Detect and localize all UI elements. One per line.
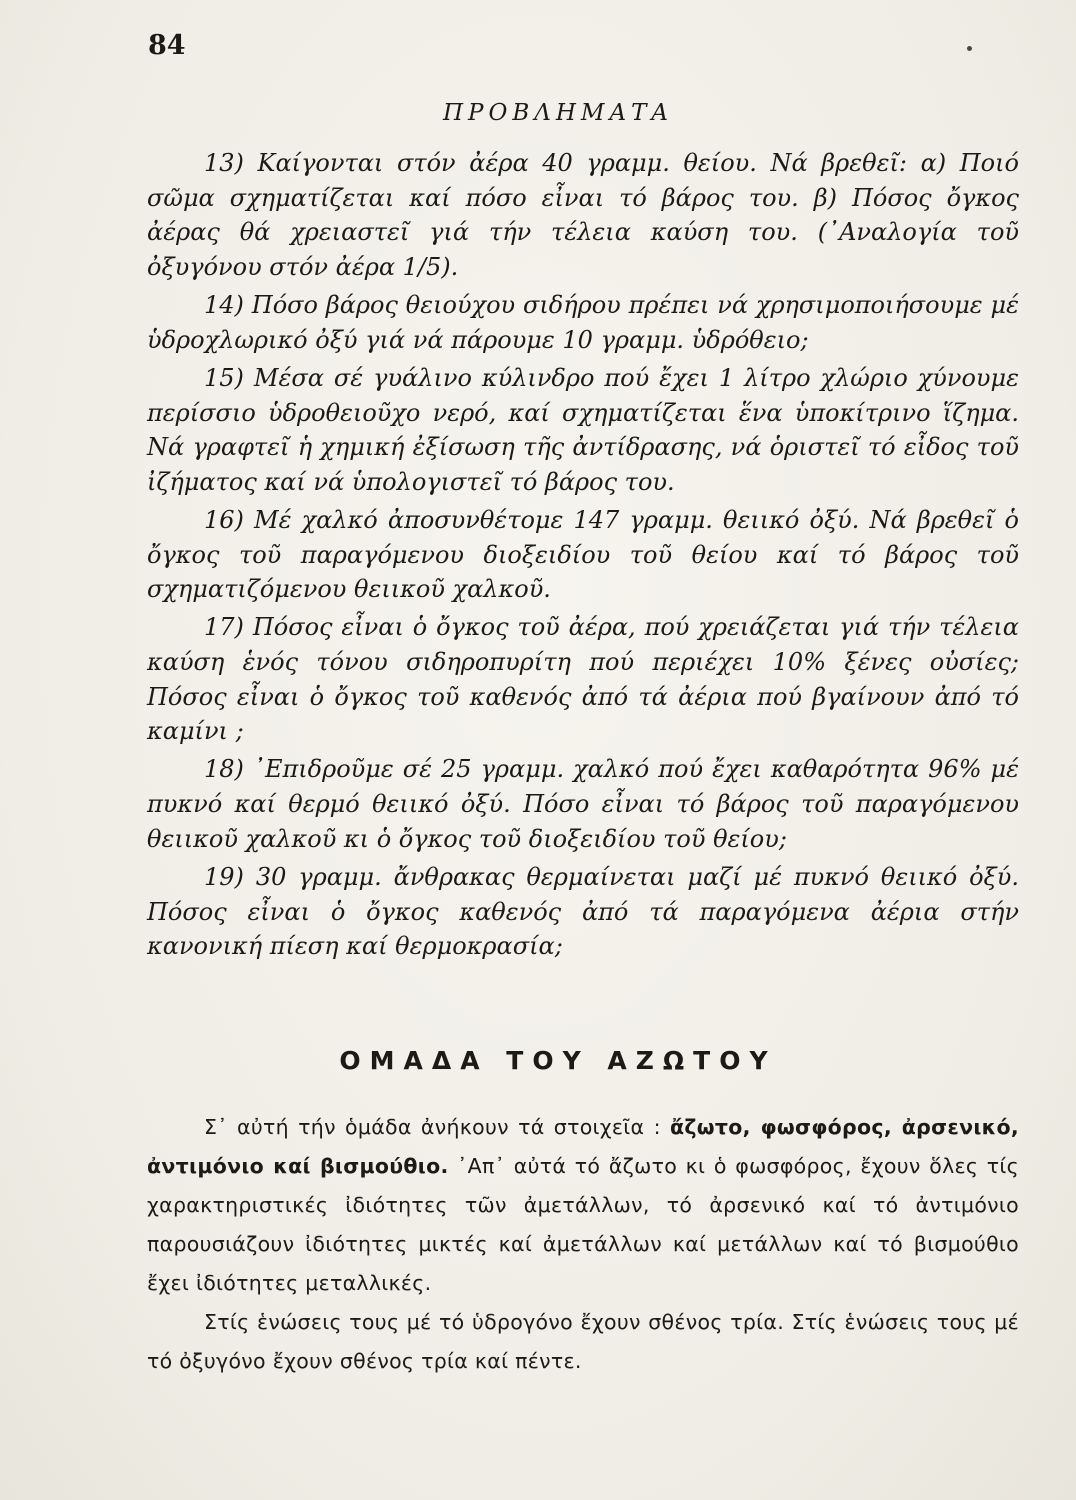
problem-number: 13) [204, 149, 244, 177]
section-title: ΠΡΟΒΛΗΜΑΤΑ [442, 100, 674, 126]
problem-number: 18) [204, 755, 244, 784]
problem-text: Μέ χαλκό ἀποσυνθέτομε 147 γραμμ. θειικό ὀξύ. Νά βρεθεῖ ὁ ὄγκος τοῦ παραγόμενου διοξειδίου τοῦ θείου καί τό βάρος τοῦ σχηματιζόμενου θειικοῦ χαλκοῦ. [147, 505, 1019, 604]
problem-number: 16) [204, 505, 244, 534]
problem-text: Καίγονται στόν ἀέρα 40 γραμμ. θείου. Νά βρεθεῖ: α) Ποιό σῶμα σχηματίζεται καί πόσο εἶναι τό βάρος του. β) Πόσος ὄγκος ἀέρας θά χρειαστεῖ γιά τήν τέλεια καύση του. (᾿Αναλογία τοῦ ὀξυγόνου στόν ἀέρα 1/5). [147, 149, 1019, 282]
intro-text [147, 1108, 1019, 1381]
problem-18 [147, 752, 1019, 856]
problem-text: Πόσος εἶναι ὁ ὄγκος τοῦ ἀέρα, πού χρειάζεται γιά τήν τέλεια καύση ἑνός τόνου σιδηροπυρίτη πού περιέχει 10% ξένες οὐσίες; Πόσος εἶναι ὁ ὄγκος τοῦ καθενός ἀπό τά ἀέρια πού βγαίνουν ἀπό τό καμίνι ; [147, 613, 1019, 746]
group-heading: ΟΜΑΔΑ ΤΟΥ ΑΖΩΤΟΥ [339, 1046, 777, 1075]
intro-paragraph-1 [147, 1108, 1019, 1303]
intro-lead: Σ᾿ αὐτή τήν ὁμάδα ἀνήκουν τά στοιχεῖα : [204, 1115, 661, 1139]
page-number: 84 [148, 30, 186, 61]
problem-text: Πόσο βάρος θειούχου σιδήρου πρέπει νά χρησιμοποιήσουμε μέ ὑδροχλωρικό ὀξύ γιά νά πάρουμε 10 γραμμ. ὑδρόθειο; [147, 291, 1019, 354]
problem-number: 17) [204, 613, 244, 642]
problem-number: 19) [204, 862, 244, 891]
problem-text: Μέσα σέ γυάλινο κύλινδρο πού ἔχει 1 λίτρο χλώριο χύνουμε περίσσιο ὑδροθειοῦχο νερό, καί σχηματίζεται ἕνα ὑποκίτρινο ἵζημα. Νά γραφτεῖ ἡ χημική ἐξίσωση τῆς ἀντίδρασης, νά ὁριστεῖ τό εἶδος τοῦ ἰζήματος καί νά ὑπολογιστεῖ τό βάρος του. [147, 363, 1019, 496]
element-list: ἄζωτο, φωσφόρος, ἀρσενικό, ἀντιμόνιο καί βισμούθιο. [147, 1115, 1019, 1178]
problem-number: 14) [204, 291, 244, 320]
problem-list [147, 146, 1019, 967]
problem-number: 15) [204, 363, 244, 392]
print-dot [967, 46, 972, 51]
problem-17 [147, 610, 1019, 749]
intro-rest: ᾿Απ᾿ αὐτά τό ἄζωτο κι ὁ φωσφόρος, ἔχουν ὅλες τίς χαρακτηριστικές ἰδιότητες τῶν ἀμετάλλων, τό ἀρσενικό καί τό ἀντιμόνιο παρουσιάζουν ἰδιότητες μικτές καί ἀμετάλλων καί μετάλλων καί τό βισμούθιο ἔχει ἰδιότητες μεταλλικές. [147, 1154, 1019, 1295]
problem-16 [147, 503, 1019, 607]
problem-13 [147, 146, 1019, 285]
intro-paragraph-2: Στίς ἑνώσεις τους μέ τό ὑδρογόνο ἔχουν σθένος τρία. Στίς ἑνώσεις τους μέ τό ὀξυγόνο ἔχουν σθένος τρία καί πέντε. [147, 1310, 1019, 1373]
problem-19 [147, 860, 1019, 964]
problem-14 [147, 288, 1019, 357]
problem-text: ᾿Επιδροῦμε σέ 25 γραμμ. χαλκό πού ἔχει καθαρότητα 96% μέ πυκνό καί θερμό θειικό ὀξύ. Πόσο εἶναι τό βάρος τοῦ παραγόμενου θειικοῦ χαλκοῦ κι ὁ ὄγκος τοῦ διοξειδίου τοῦ θείου; [147, 755, 1019, 853]
problem-text: 30 γραμμ. ἄνθρακας θερμαίνεται μαζί μέ πυκνό θειικό ὀξύ. Πόσος εἶναι ὁ ὄγκος καθενός ἀπό τά παραγόμενα ἀέρια στήν κανονική πίεση καί θερμοκρασία; [147, 862, 1019, 961]
problem-15 [147, 361, 1019, 500]
